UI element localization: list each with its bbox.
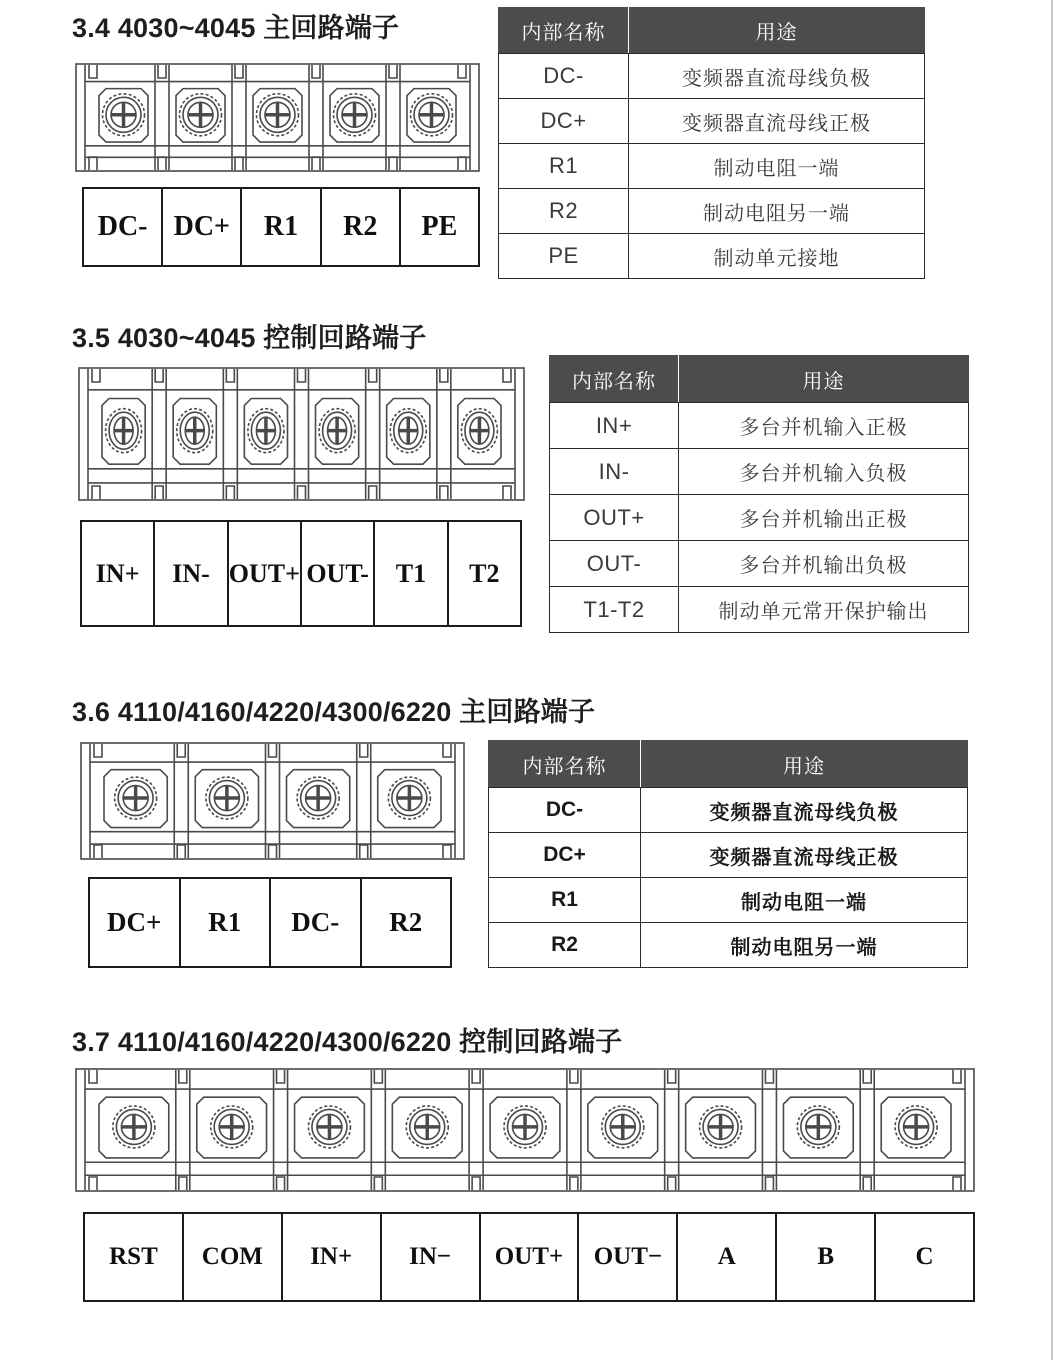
terminal-function-table <box>488 740 968 968</box>
table-row <box>499 99 925 144</box>
terminal-function-table <box>498 7 925 279</box>
scan-edge-line <box>1051 0 1053 1360</box>
terminal-name-cell: DC- <box>489 788 641 833</box>
terminal-label-cell: DC- <box>97 211 148 242</box>
table-header-cell: 用途 <box>629 8 925 54</box>
terminal-name-cell: R1 <box>499 144 629 189</box>
terminal-label-cell: OUT+ <box>227 522 300 625</box>
terminal-purpose-cell: 制动单元接地 <box>629 234 925 279</box>
terminal-purpose-cell: 变频器直流母线负极 <box>629 54 925 99</box>
terminal-name-cell: DC+ <box>489 833 641 878</box>
section-heading: 3.5 4030~4045 控制回路端子 <box>72 323 427 353</box>
terminal-label-cell: R2 <box>360 879 451 966</box>
terminal-block-diagram <box>80 742 465 860</box>
table-row <box>489 878 968 923</box>
table-header-cell: 用途 <box>679 356 969 403</box>
section-heading: 3.4 4030~4045 主回路端子 <box>72 13 400 43</box>
terminal-label-cell: IN+ <box>95 558 140 588</box>
terminal-table <box>488 740 968 968</box>
terminal-purpose-cell: 制动电阻一端 <box>641 878 968 923</box>
terminal-label-cell: DC- <box>269 879 360 966</box>
terminal-label-cell: RST <box>109 1243 158 1270</box>
terminal-purpose-cell: 制动电阻一端 <box>629 144 925 189</box>
table-row <box>550 587 969 633</box>
table-row <box>499 189 925 234</box>
terminal-purpose-cell: 多台并机输入正极 <box>679 403 969 449</box>
section-heading: 3.6 4110/4160/4220/4300/6220 主回路端子 <box>72 697 596 727</box>
terminal-name-cell: PE <box>499 234 629 279</box>
terminal-label-cell: IN− <box>380 1214 479 1300</box>
table-header-row <box>499 8 925 54</box>
terminal-label-cell: OUT- <box>300 522 373 625</box>
terminal-purpose-cell: 制动电阻另一端 <box>629 189 925 234</box>
terminal-block-diagram <box>75 63 480 172</box>
table-row <box>489 923 968 968</box>
terminal-purpose-cell: 制动单元常开保护输出 <box>679 587 969 633</box>
terminal-label-row <box>82 187 480 267</box>
terminal-name-cell: R2 <box>499 189 629 234</box>
terminal-label-cell: B <box>775 1214 874 1300</box>
terminal-label-cell: COM <box>182 1214 281 1300</box>
terminal-name-cell: R2 <box>489 923 641 968</box>
table-header-cell: 内部名称 <box>499 8 629 54</box>
terminal-label-row <box>80 520 522 627</box>
terminal-purpose-cell: 变频器直流母线正极 <box>629 99 925 144</box>
terminal-label-row <box>88 877 452 968</box>
terminal-name-cell: R1 <box>489 878 641 923</box>
terminal-purpose-cell: 变频器直流母线负极 <box>641 788 968 833</box>
table-row <box>550 449 969 495</box>
terminal-purpose-cell: 多台并机输出负极 <box>679 541 969 587</box>
table-header-cell: 内部名称 <box>550 356 679 403</box>
terminal-block-diagram <box>75 1068 975 1192</box>
terminal-purpose-cell: 制动电阻另一端 <box>641 923 968 968</box>
terminal-label-cell: IN- <box>153 522 226 625</box>
terminal-table <box>549 355 969 633</box>
terminal-name-cell: IN- <box>550 449 679 495</box>
terminal-table <box>498 7 925 279</box>
terminal-purpose-cell: 多台并机输入负极 <box>679 449 969 495</box>
terminal-purpose-cell: 多台并机输出正极 <box>679 495 969 541</box>
terminal-name-cell: T1-T2 <box>550 587 679 633</box>
table-row <box>550 403 969 449</box>
terminal-label-cell: PE <box>399 189 478 265</box>
terminal-name-cell: IN+ <box>550 403 679 449</box>
table-header-cell: 内部名称 <box>489 741 641 788</box>
table-row <box>489 788 968 833</box>
terminal-name-cell: DC+ <box>499 99 629 144</box>
terminal-function-table <box>549 355 969 633</box>
terminal-purpose-cell: 变频器直流母线正极 <box>641 833 968 878</box>
terminal-label-cell: T1 <box>373 522 446 625</box>
terminal-label-cell: T2 <box>447 522 520 625</box>
terminal-label-row <box>83 1212 975 1302</box>
terminal-block-diagram <box>78 367 525 501</box>
terminal-label-cell: DC+ <box>161 189 240 265</box>
table-row <box>499 144 925 189</box>
terminal-label-cell: A <box>676 1214 775 1300</box>
terminal-name-cell: DC- <box>499 54 629 99</box>
terminal-label-cell: R1 <box>179 879 270 966</box>
table-row <box>550 495 969 541</box>
terminal-name-cell: OUT+ <box>550 495 679 541</box>
terminal-label-cell: OUT− <box>577 1214 676 1300</box>
table-header-row <box>489 741 968 788</box>
section-heading: 3.7 4110/4160/4220/4300/6220 控制回路端子 <box>72 1027 623 1057</box>
terminal-label-cell: OUT+ <box>479 1214 578 1300</box>
terminal-label-cell: R1 <box>240 189 319 265</box>
terminal-label-cell: IN+ <box>281 1214 380 1300</box>
table-row <box>499 54 925 99</box>
table-header-cell: 用途 <box>641 741 968 788</box>
terminal-label-cell: DC+ <box>107 907 162 937</box>
terminal-name-cell: OUT- <box>550 541 679 587</box>
terminal-label-cell: R2 <box>320 189 399 265</box>
table-row <box>489 833 968 878</box>
table-header-row <box>550 356 969 403</box>
table-row <box>550 541 969 587</box>
table-row <box>499 234 925 279</box>
terminal-label-cell: C <box>874 1214 973 1300</box>
